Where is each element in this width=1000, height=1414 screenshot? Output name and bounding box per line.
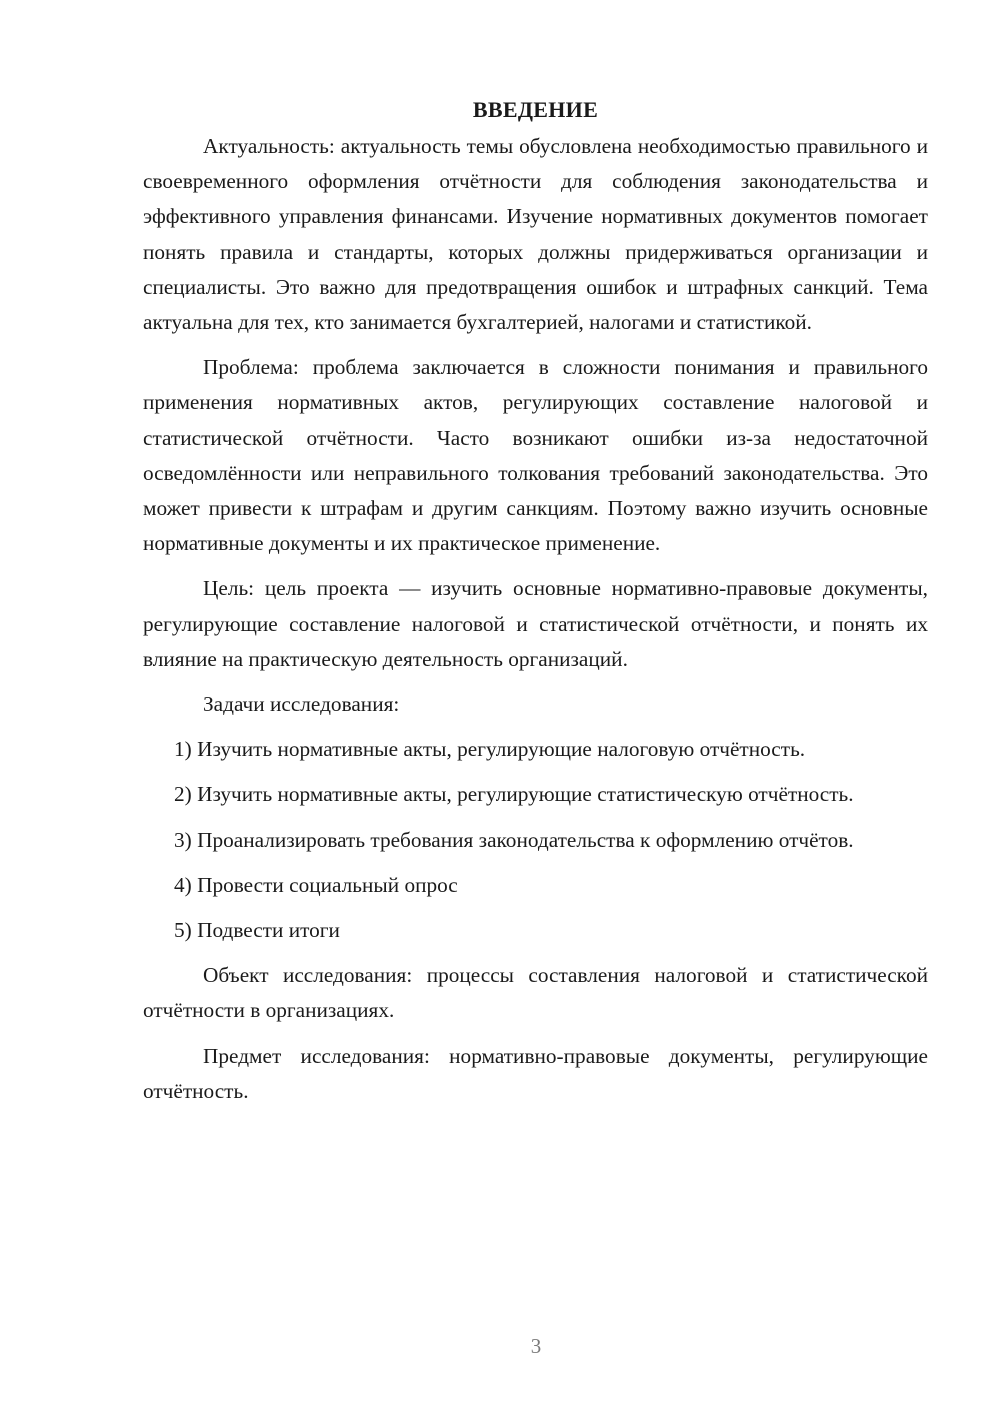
research-subject-paragraph: Предмет исследования: нормативно-правовые документы, регулирующие отчётность.: [143, 1043, 928, 1103]
task-item-1: 1) Изучить нормативные акты, регулирующие налоговую отчётность.: [174, 737, 806, 762]
document-page: [143, 95, 928, 1119]
relevance-paragraph: Актуальность: актуальность темы обусловлена необходимостью правильного и своевременного оформления отчётности для соблюдения законодательства и эффективного управления финансами. Изучение нормативных документов помогает понять правила и стандарты, которых должны придерживаться организации и специалисты. Это важно для предотвращения ошибок и штрафных санкций. Тема актуальна для тех, кто занимается бухгалтерией, налогами и статистикой.: [143, 134, 928, 335]
task-item-3: 3) Проанализировать требования законодательства к оформлению отчётов.: [174, 827, 854, 852]
task-item-5: 5) Подвести итоги: [174, 918, 340, 943]
problem-paragraph: Проблема: проблема заключается в сложности понимания и правильного применения нормативных актов, регулирующих составление налоговой и статистической отчётности. Часто возникают ошибки из-за недостаточной осведомлённости или неправильного толкования требований законодательства. Это может привести к штрафам и другим санкциям. Поэтому важно изучить основные нормативные документы и их практическое применение.: [143, 355, 928, 556]
research-object-paragraph: Объект исследования: процессы составления налоговой и статистической отчётности в организациях.: [143, 963, 928, 1023]
task-item-2: 2) Изучить нормативные акты, регулирующие статистическую отчётность.: [174, 782, 854, 807]
task-item-4: 4) Провести социальный опрос: [174, 872, 458, 897]
page-number: 3: [530, 1334, 542, 1358]
goal-paragraph: Цель: цель проекта — изучить основные нормативно-правовые документы, регулирующие составление налоговой и статистической отчётности, и понять их влияние на практическую деятельность организаций.: [143, 576, 928, 671]
section-title: ВВЕДЕНИЕ: [472, 97, 599, 122]
tasks-heading: Задачи исследования:: [203, 692, 400, 717]
